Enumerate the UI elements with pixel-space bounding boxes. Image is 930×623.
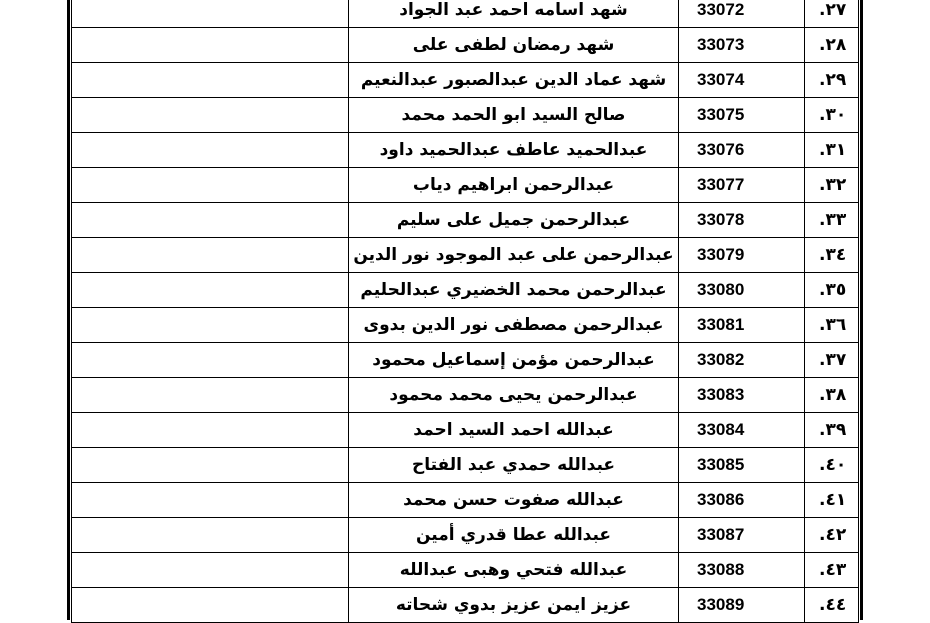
row-number: ٣٠. bbox=[819, 105, 847, 125]
table-row bbox=[72, 483, 859, 518]
student-code-cell: 33075 bbox=[679, 98, 805, 133]
student-code-cell: 33073 bbox=[679, 28, 805, 63]
row-number-cell bbox=[805, 483, 859, 518]
student-code-cell: 33084 bbox=[679, 413, 805, 448]
student-name-cell: عبدالحميد عاطف عبدالحميد داود bbox=[349, 133, 679, 168]
row-number: ٣٦. bbox=[819, 315, 847, 335]
table-row bbox=[72, 63, 859, 98]
blank-cell bbox=[72, 0, 349, 28]
blank-cell bbox=[72, 483, 349, 518]
blank-cell bbox=[72, 238, 349, 273]
student-name-cell: شهد اسامه احمد عبد الجواد bbox=[349, 0, 679, 28]
table-row bbox=[72, 413, 859, 448]
row-number: ٣١. bbox=[819, 140, 847, 160]
table-row bbox=[72, 588, 859, 623]
row-number-cell bbox=[805, 0, 859, 28]
table-row bbox=[72, 168, 859, 203]
row-number: ٣٤. bbox=[819, 245, 847, 265]
row-number: ٣٩. bbox=[819, 420, 847, 440]
student-code-cell: 33078 bbox=[679, 203, 805, 238]
table-row bbox=[72, 0, 859, 28]
row-number-cell bbox=[805, 133, 859, 168]
blank-cell bbox=[72, 448, 349, 483]
table-row bbox=[72, 448, 859, 483]
row-number: ٤٤. bbox=[819, 595, 847, 615]
student-name-cell: عبدالله عطا قدري أمين bbox=[349, 518, 679, 553]
page-border-right bbox=[860, 0, 863, 620]
blank-cell bbox=[72, 378, 349, 413]
student-name-cell: عبدالرحمن محمد الخضيري عبدالحليم bbox=[349, 273, 679, 308]
student-name-cell: صالح السيد ابو الحمد محمد bbox=[349, 98, 679, 133]
student-name-cell: عبدالرحمن مؤمن إسماعيل محمود bbox=[349, 343, 679, 378]
student-code-cell: 33088 bbox=[679, 553, 805, 588]
row-number-cell bbox=[805, 168, 859, 203]
row-number-cell bbox=[805, 553, 859, 588]
row-number: ٢٩. bbox=[819, 70, 847, 90]
row-number-cell bbox=[805, 413, 859, 448]
student-code-cell: 33077 bbox=[679, 168, 805, 203]
table-row bbox=[72, 553, 859, 588]
student-code-cell: 33082 bbox=[679, 343, 805, 378]
table-row bbox=[72, 28, 859, 63]
row-number-cell bbox=[805, 98, 859, 133]
table-row bbox=[72, 273, 859, 308]
row-number: ٣٧. bbox=[819, 350, 847, 370]
student-code-cell: 33079 bbox=[679, 238, 805, 273]
row-number-cell bbox=[805, 588, 859, 623]
row-number: ٤١. bbox=[819, 490, 847, 510]
blank-cell bbox=[72, 588, 349, 623]
row-number-cell bbox=[805, 308, 859, 343]
blank-cell bbox=[72, 168, 349, 203]
table-row bbox=[72, 98, 859, 133]
blank-cell bbox=[72, 518, 349, 553]
student-name-cell: عبدالرحمن على عبد الموجود نور الدين bbox=[349, 238, 679, 273]
table-row bbox=[72, 518, 859, 553]
row-number: ٤٣. bbox=[819, 560, 847, 580]
blank-cell bbox=[72, 203, 349, 238]
table-row bbox=[72, 238, 859, 273]
row-number-cell bbox=[805, 238, 859, 273]
blank-cell bbox=[72, 133, 349, 168]
page-border-left bbox=[67, 0, 70, 620]
table-row bbox=[72, 378, 859, 413]
student-name-cell: عبدالرحمن يحيى محمد محمود bbox=[349, 378, 679, 413]
student-name-cell: عبدالله صفوت حسن محمد bbox=[349, 483, 679, 518]
student-code-cell: 33080 bbox=[679, 273, 805, 308]
blank-cell bbox=[72, 98, 349, 133]
student-name-cell: عبدالرحمن مصطفى نور الدين بدوى bbox=[349, 308, 679, 343]
table-row bbox=[72, 203, 859, 238]
row-number: ٢٨. bbox=[819, 35, 847, 55]
student-name-cell: شهد رمضان لطفى على bbox=[349, 28, 679, 63]
row-number-cell bbox=[805, 28, 859, 63]
blank-cell bbox=[72, 63, 349, 98]
table-row bbox=[72, 343, 859, 378]
student-name-cell: عبدالرحمن ابراهيم دياب bbox=[349, 168, 679, 203]
student-code-cell: 33086 bbox=[679, 483, 805, 518]
row-number-cell bbox=[805, 343, 859, 378]
student-code-cell: 33076 bbox=[679, 133, 805, 168]
table-row bbox=[72, 133, 859, 168]
table-row bbox=[72, 308, 859, 343]
blank-cell bbox=[72, 273, 349, 308]
row-number: ٤٢. bbox=[819, 525, 847, 545]
row-number-cell bbox=[805, 273, 859, 308]
student-code-cell: 33083 bbox=[679, 378, 805, 413]
row-number: ٣٢. bbox=[819, 175, 847, 195]
row-number: ٤٠. bbox=[819, 455, 847, 475]
roster-body bbox=[72, 0, 859, 623]
row-number: ٣٥. bbox=[819, 280, 847, 300]
student-code-cell: 33087 bbox=[679, 518, 805, 553]
student-name-cell: عزيز ايمن عزيز بدوي شحاته bbox=[349, 588, 679, 623]
row-number-cell bbox=[805, 63, 859, 98]
student-name-cell: عبدالله حمدي عبد الفتاح bbox=[349, 448, 679, 483]
student-name-cell: شهد عماد الدين عبدالصبور عبدالنعيم bbox=[349, 63, 679, 98]
student-code-cell: 33089 bbox=[679, 588, 805, 623]
blank-cell bbox=[72, 308, 349, 343]
student-name-cell: عبدالله احمد السيد احمد bbox=[349, 413, 679, 448]
blank-cell bbox=[72, 413, 349, 448]
student-code-cell: 33085 bbox=[679, 448, 805, 483]
row-number-cell bbox=[805, 378, 859, 413]
student-code-cell: 33081 bbox=[679, 308, 805, 343]
blank-cell bbox=[72, 343, 349, 378]
row-number: ٣٣. bbox=[819, 210, 847, 230]
student-roster-table bbox=[71, 0, 859, 623]
blank-cell bbox=[72, 553, 349, 588]
student-code-cell: 33074 bbox=[679, 63, 805, 98]
row-number: ٣٨. bbox=[819, 385, 847, 405]
row-number: ٢٧. bbox=[819, 0, 847, 20]
student-code-cell: 33072 bbox=[679, 0, 805, 28]
student-name-cell: عبدالرحمن جميل على سليم bbox=[349, 203, 679, 238]
row-number-cell bbox=[805, 448, 859, 483]
row-number-cell bbox=[805, 518, 859, 553]
row-number-cell bbox=[805, 203, 859, 238]
student-name-cell: عبدالله فتحي وهبى عبدالله bbox=[349, 553, 679, 588]
blank-cell bbox=[72, 28, 349, 63]
